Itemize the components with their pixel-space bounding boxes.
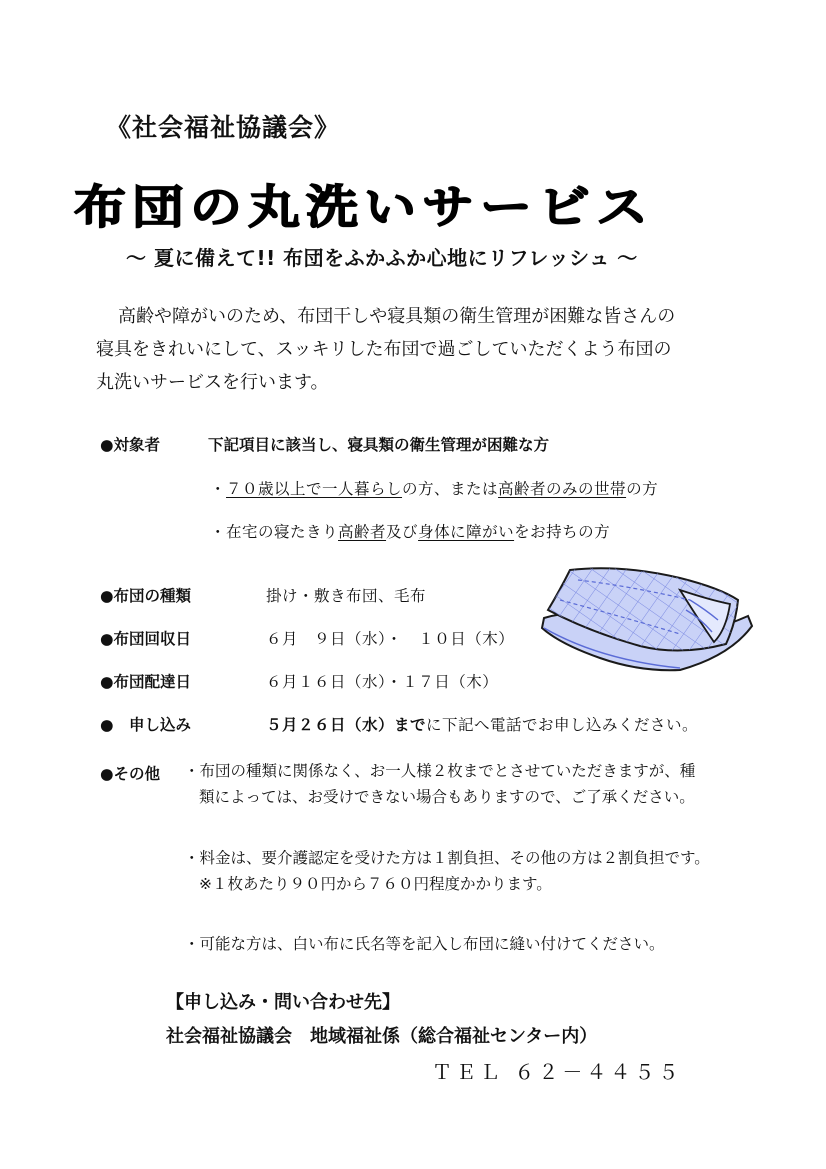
application-instructions: に下記へ電話でお申し込みください。: [426, 716, 699, 734]
other-label: ●その他: [100, 765, 161, 783]
target-item-2: [210, 520, 610, 542]
delivery-date-value: ６月１６日（水）・１７日（木）: [266, 673, 499, 691]
organization-heading: 《社会福祉協議会》: [106, 113, 341, 142]
contact-phone: ＴＥＬ ６２－４４５５: [432, 1060, 683, 1084]
condition-elderly-household: 高齢者のみの世帯: [498, 480, 627, 498]
application-value: [266, 713, 698, 735]
page-subtitle: ～ 夏に備えて!! 布団をふかふか心地にリフレッシュ ～: [126, 246, 638, 270]
futon-types-value: 掛け・敷き布団、毛布: [266, 587, 427, 605]
text: 及び: [386, 523, 419, 541]
futon-types-label: ●布団の種類: [100, 587, 192, 605]
bullet: ・: [210, 523, 227, 541]
application-deadline: ５月２６日（水）まで: [266, 716, 427, 734]
bullet: ・: [210, 480, 227, 498]
contact-heading: 【申し込み・問い合わせ先】: [166, 992, 400, 1013]
other-note-2: [184, 845, 710, 897]
note-line: 類によっては、お受けできない場合もありますので、ご了承ください。: [199, 788, 695, 806]
intro-line: 丸洗いサービスを行います。: [96, 372, 329, 393]
page-title: 布団の丸洗いサービス: [74, 181, 655, 235]
condition-elderly: 高齢者: [338, 523, 387, 541]
futon-icon: [530, 560, 756, 674]
text: 在宅の寝たきり: [226, 523, 339, 541]
target-item-1: [210, 477, 658, 499]
delivery-date-label: ●布団配達日: [100, 673, 192, 691]
collection-date-label: ●布団回収日: [100, 630, 192, 648]
note-line: ※１枚あたり９０円から７６０円程度かかります。: [199, 875, 552, 893]
condition-disability: 身体に障がい: [418, 523, 515, 541]
note-line: ・布団の種類に関係なく、お一人様２枚までとさせていただきますが、種: [184, 762, 696, 780]
contact-office: 社会福祉協議会 地域福祉係（総合福祉センター内）: [166, 1026, 598, 1047]
other-note-3: ・可能な方は、白い布に氏名等を記入し布団に縫い付けてください。: [184, 935, 665, 953]
condition-living-alone: ７０歳以上で一人暮らし: [226, 480, 403, 498]
target-label: ●対象者: [100, 436, 161, 454]
text: の方、または: [402, 480, 499, 498]
target-value: 下記項目に該当し、寝具類の衛生管理が困難な方: [208, 436, 550, 454]
intro-paragraph: [96, 300, 756, 399]
intro-line: 高齢や障がいのため、布団干しや寝具類の衛生管理が困難な皆さんの: [118, 306, 676, 327]
text: をお持ちの方: [514, 523, 611, 541]
other-note-1: [184, 758, 695, 810]
collection-date-value: ６月 ９日（水）・ １０日（木）: [266, 630, 515, 648]
intro-line: 寝具をきれいにして、スッキリした布団で過ごしていただくよう布団の: [96, 339, 672, 360]
application-label: ● 申し込み: [100, 716, 192, 734]
note-line: ・料金は、要介護認定を受けた方は１割負担、その他の方は２割負担です。: [184, 849, 710, 867]
text: の方: [626, 480, 659, 498]
